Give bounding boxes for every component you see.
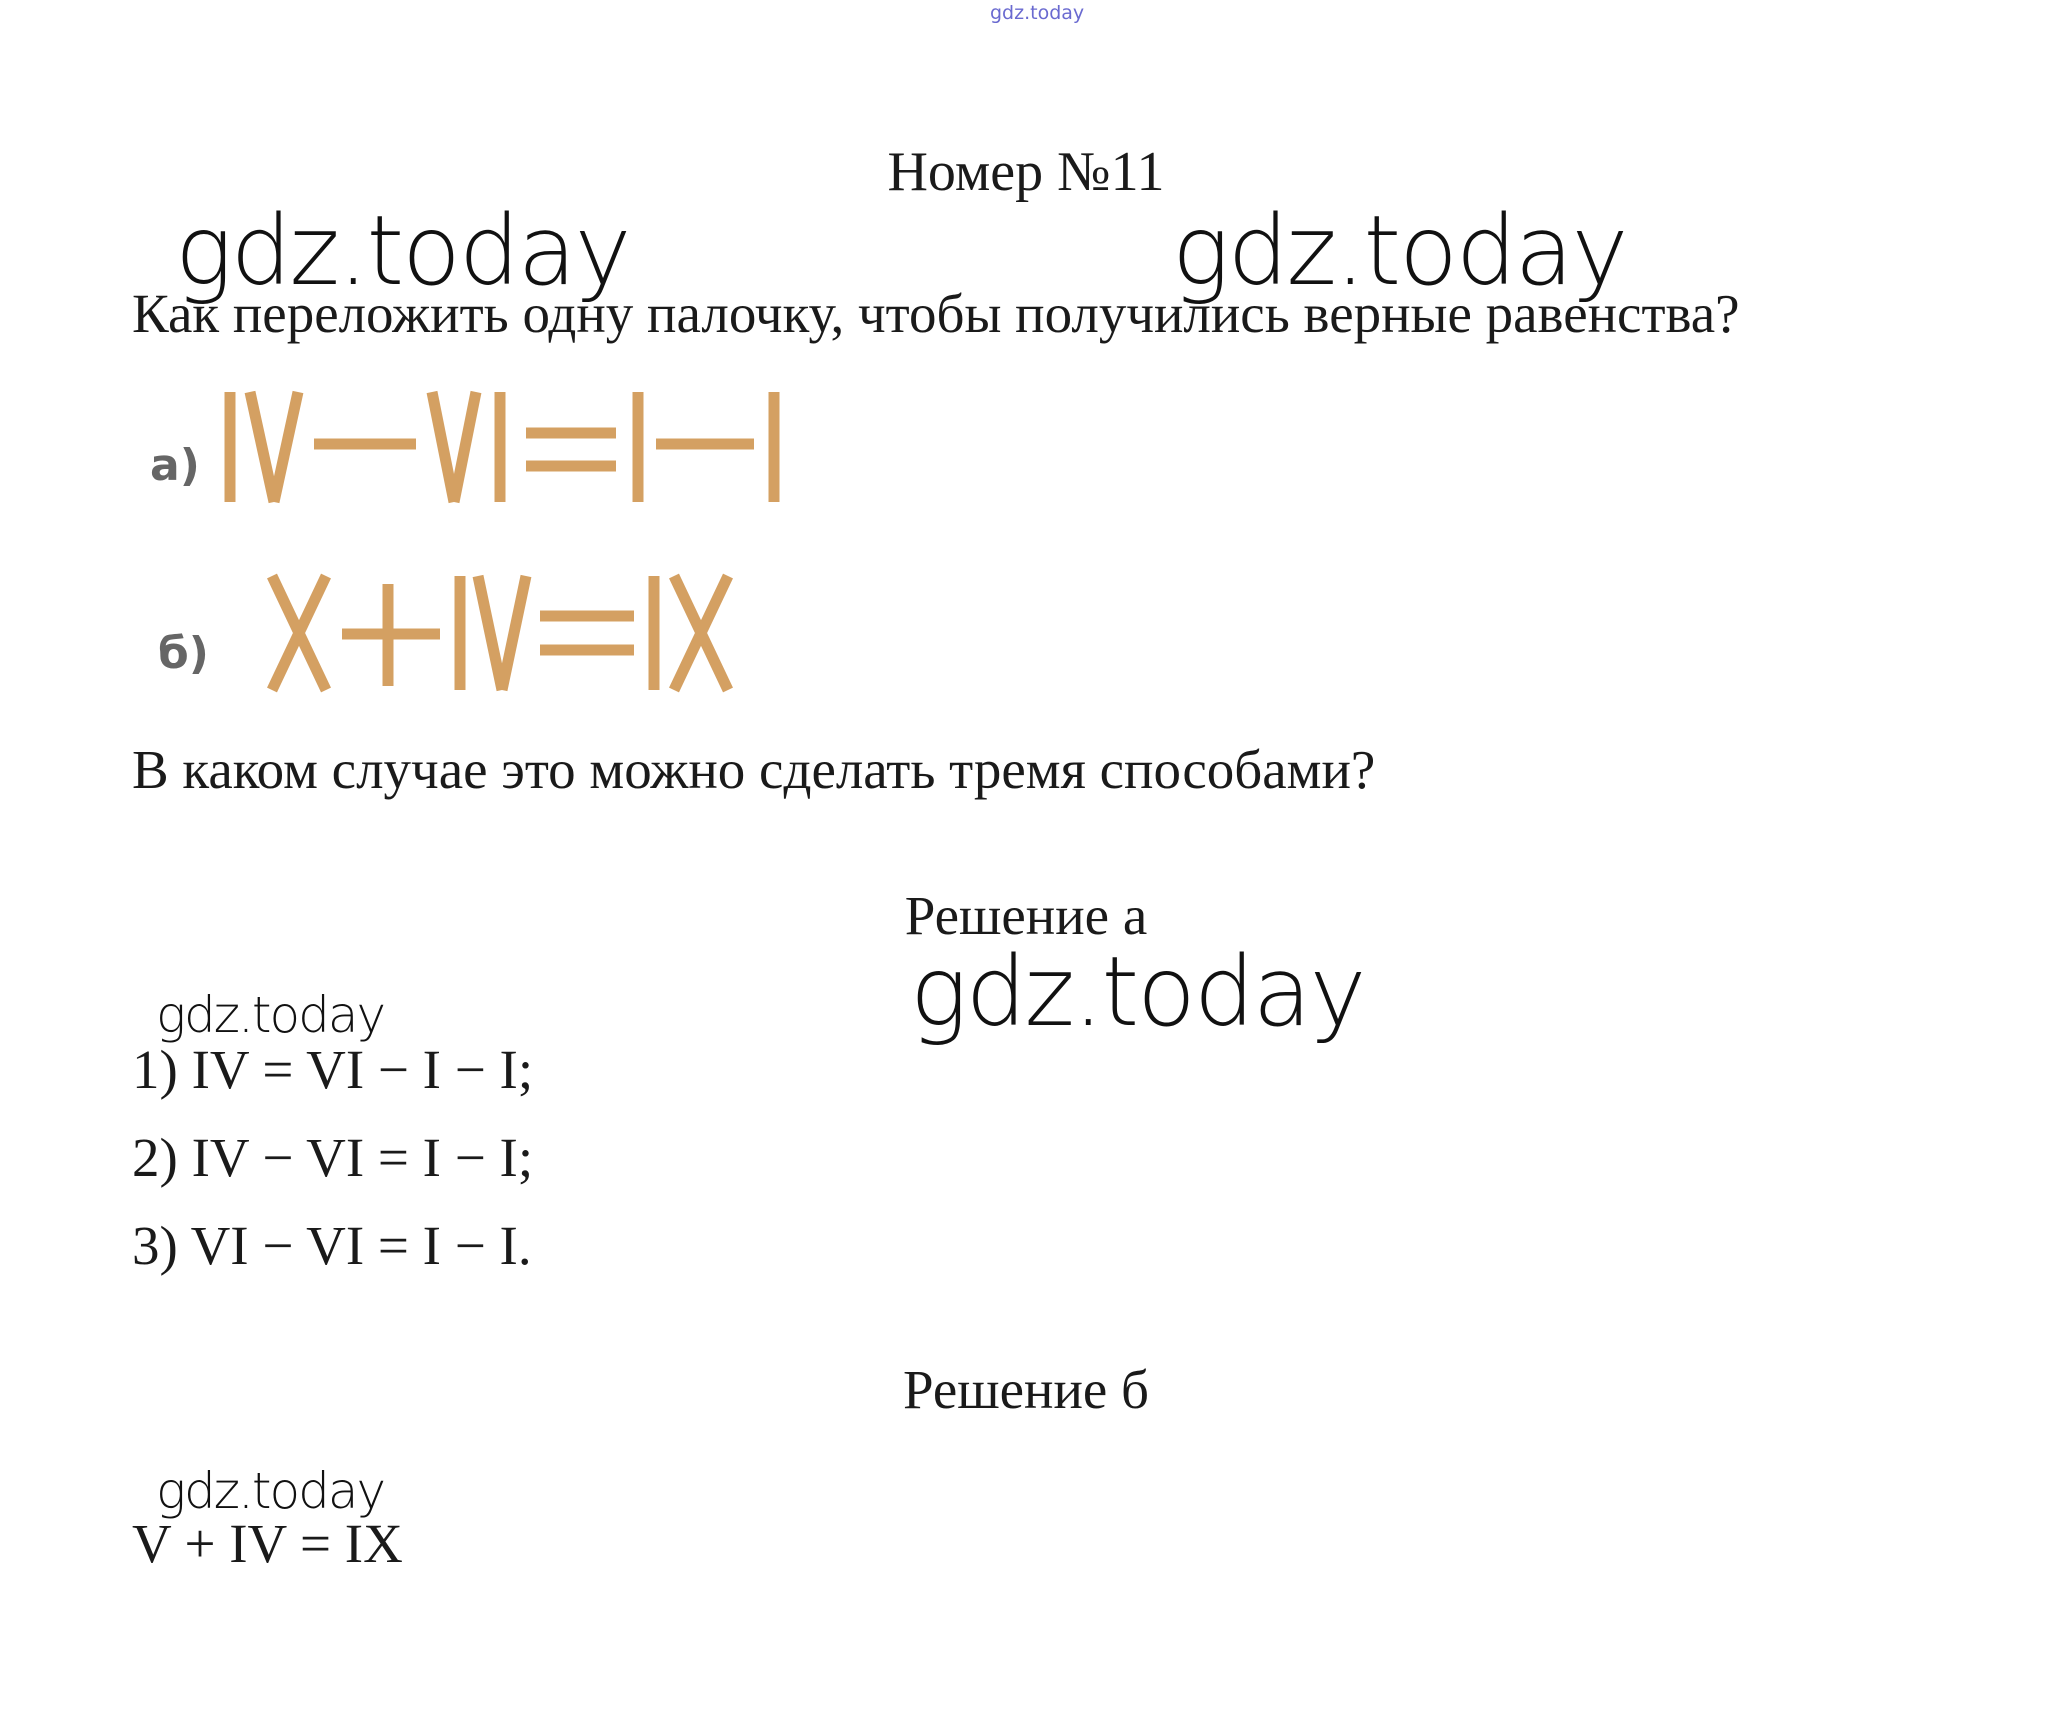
watermark-1: gdz.today [175,195,630,307]
stick [478,576,502,690]
solution-b-line-1: V + IV = IX [132,1513,403,1574]
stick [432,392,454,502]
solution-a-heading: Решение а [904,885,1148,946]
solution-a-line-1: 1) IV = VI − I − I; [132,1039,534,1100]
question-text-2: В каком случае это можно сделать тремя способами? [132,739,1376,800]
watermark-5: gdz.today [156,1462,385,1520]
stick [250,392,274,502]
watermark-2: gdz.today [1172,195,1627,307]
puzzle-label-a: а) [150,440,200,491]
stick [274,392,298,502]
matchstick-puzzle [138,380,1018,700]
solution-b-heading: Решение б [902,1359,1150,1420]
question-text: Как переложить одну палочку, чтобы получились верные равенства? [132,283,1740,344]
page-title: Номер №11 [887,141,1165,203]
solution-a-line-3: 3) VI − VI = I − I. [132,1215,532,1276]
equation-b-sticks [272,576,728,690]
stick [454,392,476,502]
watermark-4: gdz.today [156,986,385,1044]
equation-a-sticks [230,392,774,502]
puzzle-label-b: б) [158,628,209,679]
top-watermark: gdz.today [990,2,1085,24]
watermark-3: gdz.today [910,936,1365,1048]
stick [502,576,526,690]
solution-a-line-2: 2) IV − VI = I − I; [132,1127,534,1188]
